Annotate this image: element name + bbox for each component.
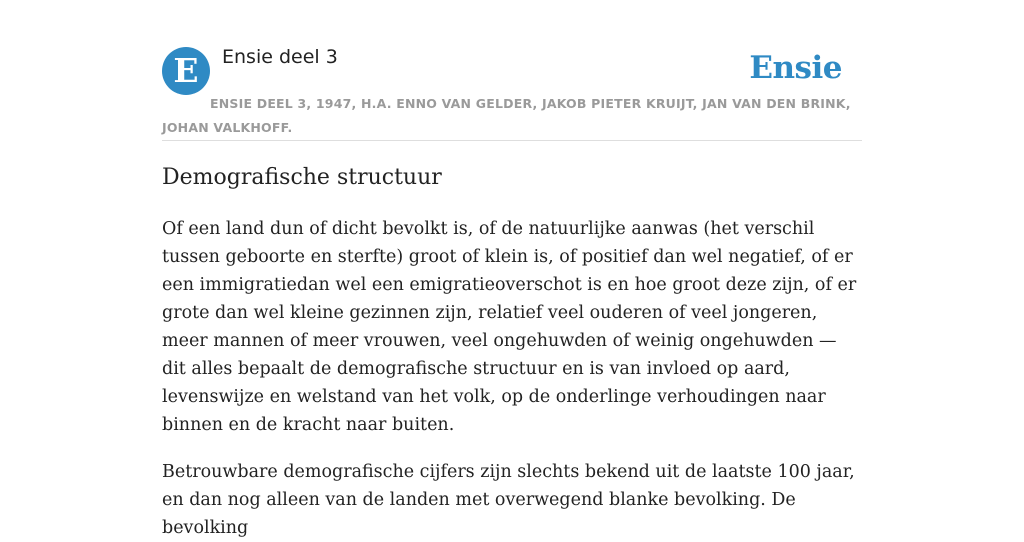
article	[162, 160, 862, 542]
ensie-logo-icon[interactable]: E	[162, 47, 210, 95]
brand-logo[interactable]: Ensie	[749, 50, 842, 86]
article-paragraph: Of een land dun of dicht bevolkt is, of de natuurlijke aanwas (het verschil tussen geboorte en sterfte) groot of klein is, of positief dan wel negatief, of er een immigratiedan wel een emigratieoverschot is en hoe groot deze zijn, of er grote dan wel kleine gezinnen zijn, relatief veel ouderen of veel jongeren, meer mannen of meer vrouwen, veel ongehuwden of weinig ongehuwden — dit alles bepaalt de demografische structuur en is van invloed op aard, levenswijze en welstand van het volk, op de onderlinge verhoudingen naar binnen en de kracht naar buiten.	[162, 219, 857, 435]
site-header	[162, 44, 862, 141]
book-title[interactable]: Ensie deel 3	[222, 46, 338, 68]
book-subtitle: ENSIE DEEL 3, 1947, H.A. ENNO VAN GELDER, JAKOB PIETER KRUIJT, JAN VAN DEN BRINK, JOHAN VALKHOFF.	[162, 96, 851, 135]
article-paragraph: Betrouwbare demografische cijfers zijn slechts bekend uit de laatste 100 jaar, en dan nog alleen van de landen met overwegend blanke bevolking. De bevolking	[162, 462, 855, 538]
article-title: Demografische structuur	[162, 165, 442, 190]
